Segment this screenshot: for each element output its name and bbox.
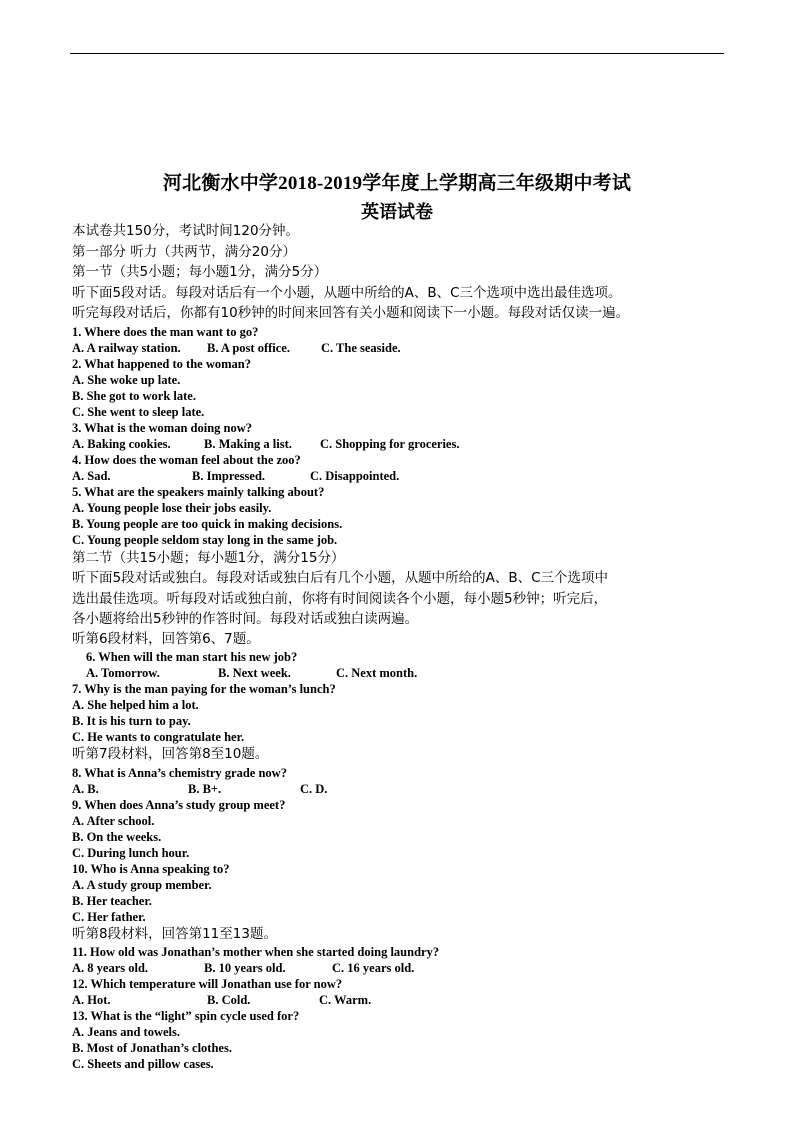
option-b: B. On the weeks. (72, 829, 162, 844)
option-b: B. 10 years old. (204, 961, 286, 975)
option-a: A. Tomorrow. (86, 666, 160, 680)
question-5: 5. What are the speakers mainly talking about? (72, 484, 325, 499)
options-8 (72, 781, 732, 797)
question-2: 2. What happened to the woman? (72, 356, 251, 371)
option-b: B. It is his turn to pay. (72, 714, 191, 728)
option-c: C. Disappointed. (310, 468, 400, 483)
options-3 (72, 436, 732, 452)
options-6 (72, 665, 732, 681)
option-c: C. Warm. (319, 993, 372, 1007)
option-c: C. He wants to congratulate her. (72, 730, 245, 744)
option-a: A. After school. (72, 813, 155, 828)
question-13: 13. What is the “light” spin cycle used for? (72, 1009, 300, 1023)
option-a: A. She woke up late. (72, 372, 181, 387)
option-a: A. Hot. (72, 993, 111, 1007)
question-6: 6. When will the man start his new job? (86, 650, 298, 664)
section-two-instruction: 各小题将给出5秒钟的作答时间。每段对话或独白读两遍。 (72, 611, 419, 627)
question-11: 11. How old was Jonathan’s mother when she started doing laundry? (72, 945, 440, 959)
options-11 (72, 960, 732, 976)
option-b: B. Young people are too quick in making decisions. (72, 516, 343, 531)
option-b: B. Most of Jonathan’s clothes. (72, 1041, 232, 1055)
header-rule (70, 53, 724, 54)
option-a: A. 8 years old. (72, 961, 149, 975)
option-c: C. 16 years old. (332, 961, 415, 975)
section-one-instruction: 听完每段对话后，你都有10秒钟的时间来回答有关小题和阅读下一小题。每段对话仅读一遍。 (72, 305, 630, 321)
option-b: B. Her teacher. (72, 893, 152, 908)
option-c: C. During lunch hour. (72, 845, 190, 860)
exam-content (72, 221, 732, 1072)
material-heading: 听第6段材料，回答第6、7题。 (72, 630, 260, 647)
option-a: A. She helped him a lot. (72, 698, 199, 712)
option-a: A. Jeans and towels. (72, 1025, 180, 1039)
option-a: A. B. (72, 781, 99, 796)
question-7: 7. Why is the man paying for the woman’s lunch? (72, 682, 336, 696)
exam-subtitle: 英语试卷 (361, 202, 433, 222)
option-c: C. Next month. (336, 666, 418, 680)
question-3: 3. What is the woman doing now? (72, 420, 253, 435)
option-c: C. Shopping for groceries. (320, 436, 460, 451)
section-one-heading: 第一节（共5小题；每小题1分，满分5分） (72, 264, 328, 280)
option-c: C. Young people seldom stay long in the same job. (72, 532, 338, 547)
option-a: A. Young people lose their jobs easily. (72, 500, 272, 515)
option-b: B. A post office. (207, 340, 290, 355)
question-9: 9. When does Anna’s study group meet? (72, 797, 286, 812)
part-one-heading: 第一部分 听力（共两节，满分20分） (72, 243, 296, 260)
exam-info: 本试卷共150分，考试时间120分钟。 (72, 223, 300, 239)
options-4 (72, 468, 732, 484)
section-two-instruction: 选出最佳选项。听每段对话或独白前，你将有时间阅读各个小题，每小题5秒钟；听完后， (72, 590, 608, 607)
option-c: C. She went to sleep late. (72, 404, 205, 419)
section-two-heading: 第二节（共15小题；每小题1分，满分15分） (72, 549, 345, 566)
option-c: C. Sheets and pillow cases. (72, 1057, 214, 1071)
options-1 (72, 340, 732, 356)
option-c: C. D. (300, 781, 328, 796)
question-4: 4. How does the woman feel about the zoo? (72, 452, 301, 467)
option-a: A. Sad. (72, 468, 111, 483)
material-heading: 听第7段材料，回答第8至10题。 (72, 746, 269, 762)
option-b: B. Impressed. (192, 468, 266, 483)
section-two-instruction: 听下面5段对话或独白。每段对话或独白后有几个小题，从题中所给的A、B、C三个选项中 (72, 570, 609, 586)
option-a: A. A study group member. (72, 877, 212, 892)
option-c: C. The seaside. (321, 340, 401, 355)
option-b: B. B+. (188, 781, 222, 796)
option-b: B. Cold. (207, 993, 251, 1007)
option-a: A. A railway station. (72, 340, 181, 355)
title-block (0, 171, 794, 225)
question-8: 8. What is Anna’s chemistry grade now? (72, 765, 287, 780)
question-10: 10. Who is Anna speaking to? (72, 861, 230, 876)
question-1: 1. Where does the man want to go? (72, 324, 259, 339)
option-c: C. Her father. (72, 909, 146, 924)
option-b: B. Next week. (218, 666, 291, 680)
option-a: A. Baking cookies. (72, 436, 171, 451)
options-12 (72, 992, 732, 1008)
question-12: 12. Which temperature will Jonathan use for now? (72, 977, 343, 991)
option-b: B. Making a list. (204, 436, 292, 451)
option-b: B. She got to work late. (72, 388, 196, 403)
material-heading: 听第8段材料，回答第11至13题。 (72, 925, 277, 942)
exam-title: 河北衡水中学2018-2019学年度上学期高三年级期中考试 (162, 173, 632, 194)
section-one-instruction: 听下面5段对话。每段对话后有一个小题，从题中所给的A、B、C三个选项中选出最佳选项。 (72, 284, 622, 301)
